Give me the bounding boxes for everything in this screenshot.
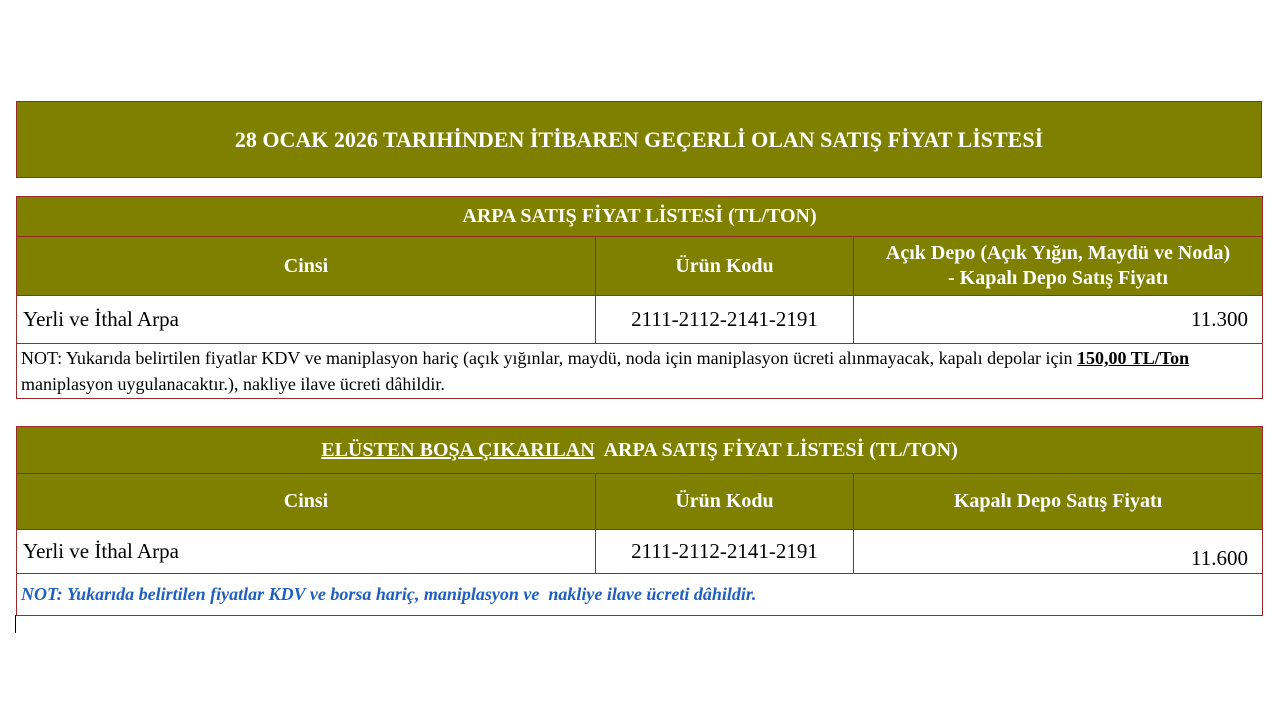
table-row <box>17 530 1263 574</box>
caption-underlined: ELÜSTEN BOŞA ÇIKARILAN <box>321 438 595 461</box>
cell-price: 11.300 <box>854 296 1263 344</box>
cell-price: 11.600 <box>854 530 1263 574</box>
column-header-price <box>854 237 1263 296</box>
cell-urun-kodu: 2111-2112-2141-2191 <box>596 296 854 344</box>
note-row <box>17 574 1263 616</box>
table-caption: ARPA SATIŞ FİYAT LİSTESİ (TL/TON) <box>17 197 1263 237</box>
table-header-row <box>17 237 1263 296</box>
barley-price-table <box>16 196 1263 399</box>
column-header-price-line2: - Kapalı Depo Satış Fiyatı <box>948 267 1169 289</box>
unloaded-barley-price-table <box>16 426 1263 616</box>
column-header-urun-kodu: Ürün Kodu <box>596 237 854 296</box>
table-caption <box>17 427 1263 474</box>
table-header-row <box>17 474 1263 530</box>
table-caption-row <box>17 197 1263 237</box>
column-header-price: Kapalı Depo Satış Fiyatı <box>854 474 1263 530</box>
column-header-cinsi: Cinsi <box>17 474 596 530</box>
table-row <box>17 296 1263 344</box>
text-cursor <box>15 615 16 633</box>
note-row <box>17 344 1263 399</box>
cell-cinsi: Yerli ve İthal Arpa <box>17 296 596 344</box>
table-caption-row <box>17 427 1263 474</box>
price-note: NOT: Yukarıda belirtilen fiyatlar KDV ve borsa hariç, maniplasyon ve nakliye ilave ücreti dâhildir. <box>17 574 1263 616</box>
caption-rest: ARPA SATIŞ FİYAT LİSTESİ (TL/TON) <box>594 438 958 461</box>
price-note <box>17 344 1263 399</box>
note-highlight: 150,00 TL/Ton <box>1077 348 1190 368</box>
column-header-price-line1: Açık Depo (Açık Yığın, Maydü ve Noda) <box>885 242 1231 264</box>
page-title: 28 OCAK 2026 TARIHİNDEN İTİBAREN GEÇERLİ OLAN SATIŞ FİYAT LİSTESİ <box>234 126 1044 152</box>
column-header-urun-kodu: Ürün Kodu <box>596 474 854 530</box>
page-title-banner <box>16 101 1262 178</box>
note-text-part1: NOT: Yukarıda belirtilen fiyatlar KDV ve maniplasyon hariç (açık yığınlar, maydü, noda için maniplasyon ücreti alınmayacak, kapalı depolar için <box>21 348 1078 368</box>
note-text-part2: maniplasyon uygulanacaktır.), nakliye ilave ücreti dâhildir. <box>21 374 445 394</box>
cell-urun-kodu: 2111-2112-2141-2191 <box>596 530 854 574</box>
cell-cinsi: Yerli ve İthal Arpa <box>17 530 596 574</box>
column-header-cinsi: Cinsi <box>17 237 596 296</box>
